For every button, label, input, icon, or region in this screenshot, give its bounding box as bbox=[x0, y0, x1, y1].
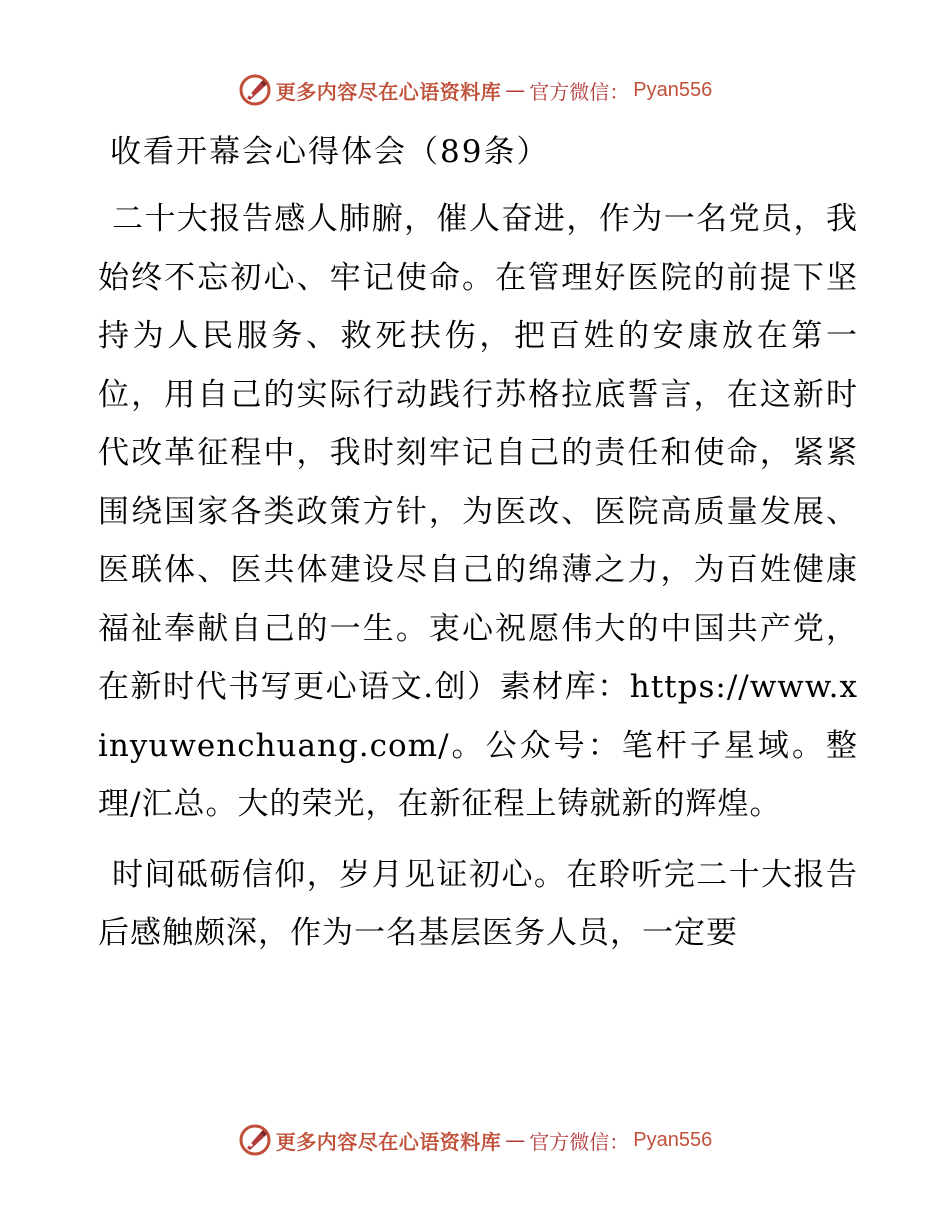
banner-wechat-label: 官方微信： bbox=[529, 79, 630, 104]
document-body bbox=[98, 190, 858, 963]
header-banner-content bbox=[238, 73, 712, 107]
banner-wechat-id: Pyan556 bbox=[633, 1128, 713, 1151]
paragraph-2: 时间砥砺信仰，岁月见证初心。在聆听完二十大报告后感触颇深，作为一名基层医务人员，一定要 bbox=[98, 856, 858, 951]
pen-nib-logo-icon bbox=[238, 73, 272, 107]
banner-wechat-id: Pyan556 bbox=[633, 78, 713, 101]
header-banner bbox=[0, 68, 950, 112]
banner-separator: — bbox=[505, 78, 526, 102]
banner-site-text: 更多内容尽在心语资料库 bbox=[275, 79, 502, 104]
footer-banner-content bbox=[238, 1123, 712, 1157]
document-title: 收看开幕会心得体会（89条） bbox=[110, 134, 550, 170]
banner-separator: — bbox=[505, 1128, 526, 1152]
footer-banner bbox=[0, 1118, 950, 1162]
banner-wechat-label: 官方微信： bbox=[529, 1129, 630, 1154]
pen-nib-logo-icon bbox=[238, 1123, 272, 1157]
banner-site-text: 更多内容尽在心语资料库 bbox=[275, 1129, 502, 1154]
paragraph-1: 二十大报告感人肺腑，催人奋进，作为一名党员，我始终不忘初心、牢记使命。在管理好医院的前提下坚持为人民服务、救死扶伤，把百姓的安康放在第一位，用自己的实际行动践行苏格拉底誓言，在这新时代改革征程中，我时刻牢记自己的责任和使命，紧紧围绕国家各类政策方针，为医改、医院高质量发展、医联体、医共体建设尽自己的绵薄之力，为百姓健康福祉奉献自己的一生。衷心祝愿伟大的中国共产党，在新时代书写更心语文.创）素材库：https://www.xinyuwenchuang.com/。公众号：笔杆子星域。整理/汇总。大的荣光，在新征程上铸就新的辉煌。 bbox=[98, 201, 858, 822]
